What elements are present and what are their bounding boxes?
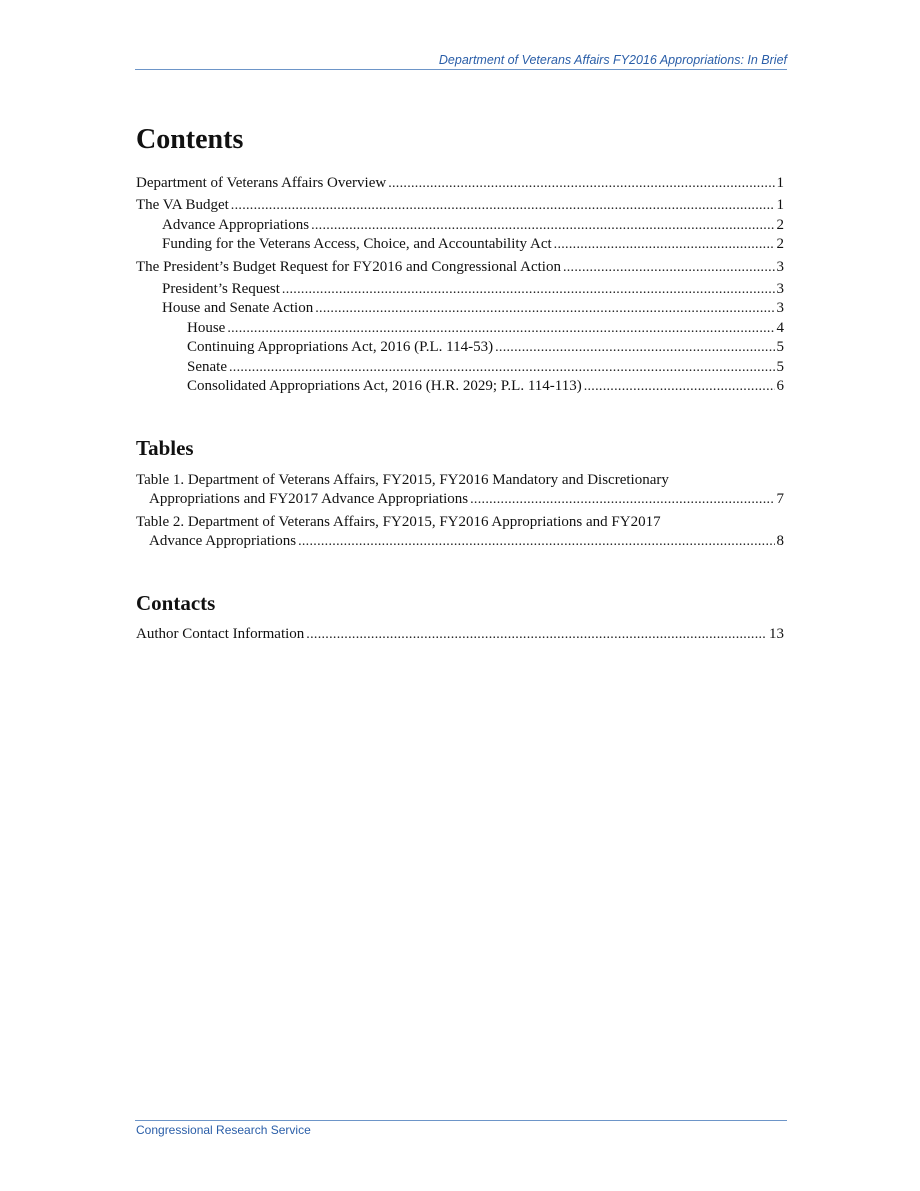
toc-entry[interactable] [136, 258, 784, 277]
table-entry-page: 8 [776, 533, 784, 550]
header-rule [135, 69, 787, 70]
tables-list [136, 471, 784, 555]
toc-entry[interactable] [136, 319, 784, 338]
toc-entry[interactable] [136, 338, 784, 357]
toc-entry-title: House and Senate Action [162, 300, 314, 317]
toc-entry-page: 1 [776, 175, 784, 191]
contents-heading: Contents [136, 124, 244, 155]
contacts-heading: Contacts [136, 591, 216, 615]
contacts-list [136, 625, 784, 644]
toc-entry-page: 3 [776, 258, 784, 275]
toc-entry[interactable] [136, 280, 784, 299]
toc-entry[interactable] [136, 174, 784, 193]
dot-leader [584, 377, 775, 396]
toc-entry-title: Advance Appropriations [162, 216, 310, 233]
toc-entry-page: 2 [776, 236, 784, 253]
table-entry-page: 7 [776, 491, 784, 508]
contact-entry[interactable] [136, 625, 784, 644]
toc-entry[interactable] [136, 216, 784, 235]
dot-leader [306, 625, 767, 644]
toc-entry-title: Funding for the Veterans Access, Choice, and Accountability Act [162, 236, 552, 253]
table-entry[interactable] [136, 471, 784, 510]
dot-leader [495, 338, 774, 357]
table-entry-title-cont: Appropriations and FY2017 Advance Appropriations [149, 491, 469, 508]
dot-leader [554, 235, 775, 254]
dot-leader [315, 299, 774, 318]
toc-entry[interactable] [136, 358, 784, 377]
footer-rule [135, 1120, 787, 1121]
dot-leader [298, 532, 774, 551]
toc-entry-page: 6 [776, 378, 784, 395]
toc-entry[interactable] [136, 377, 784, 396]
toc-entry-page: 1 [776, 197, 784, 214]
toc-entry-title: Consolidated Appropriations Act, 2016 (H.R. 2029; P.L. 114-113) [187, 378, 582, 395]
toc-entry-page: 3 [776, 300, 784, 317]
toc-entry-title: Department of Veterans Affairs Overview [136, 175, 387, 191]
dot-leader [227, 319, 774, 338]
table-entry-title: Table 1. Department of Veterans Affairs, FY2015, FY2016 Mandatory and Discretionary [136, 472, 669, 488]
toc-entry-page: 3 [776, 281, 784, 298]
toc-entry-page: 5 [776, 339, 784, 356]
tables-heading: Tables [136, 436, 194, 460]
dot-leader [229, 358, 775, 377]
dot-leader [470, 490, 774, 509]
toc-entry-page: 4 [776, 319, 784, 336]
contact-entry-page: 13 [769, 626, 784, 642]
toc-entry-title: Continuing Appropriations Act, 2016 (P.L. 114-53) [187, 339, 494, 356]
toc-entry[interactable] [136, 196, 784, 215]
toc-entry-title: The VA Budget [136, 197, 229, 214]
toc-entry-title: House [187, 319, 226, 336]
running-header: Department of Veterans Affairs FY2016 Appropriations: In Brief [438, 53, 787, 67]
dot-leader [563, 258, 775, 277]
toc-entry-title: The President’s Budget Request for FY2016 and Congressional Action [136, 258, 561, 275]
toc-entry-page: 2 [776, 216, 784, 233]
footer-organization: Congressional Research Service [136, 1123, 311, 1137]
table-entry[interactable] [136, 513, 784, 552]
contents-list [136, 174, 784, 396]
dot-leader [282, 280, 775, 299]
toc-entry-title: President’s Request [162, 281, 280, 298]
table-entry-title-cont: Advance Appropriations [149, 533, 297, 550]
toc-entry-title: Senate [187, 358, 227, 375]
toc-entry-page: 5 [776, 358, 784, 375]
dot-leader [388, 174, 774, 193]
contact-entry-title: Author Contact Information [136, 626, 305, 642]
dot-leader [231, 196, 775, 215]
toc-entry[interactable] [136, 235, 784, 254]
toc-entry[interactable] [136, 299, 784, 318]
dot-leader [311, 216, 774, 235]
table-entry-title: Table 2. Department of Veterans Affairs, FY2015, FY2016 Appropriations and FY2017 [136, 513, 661, 530]
